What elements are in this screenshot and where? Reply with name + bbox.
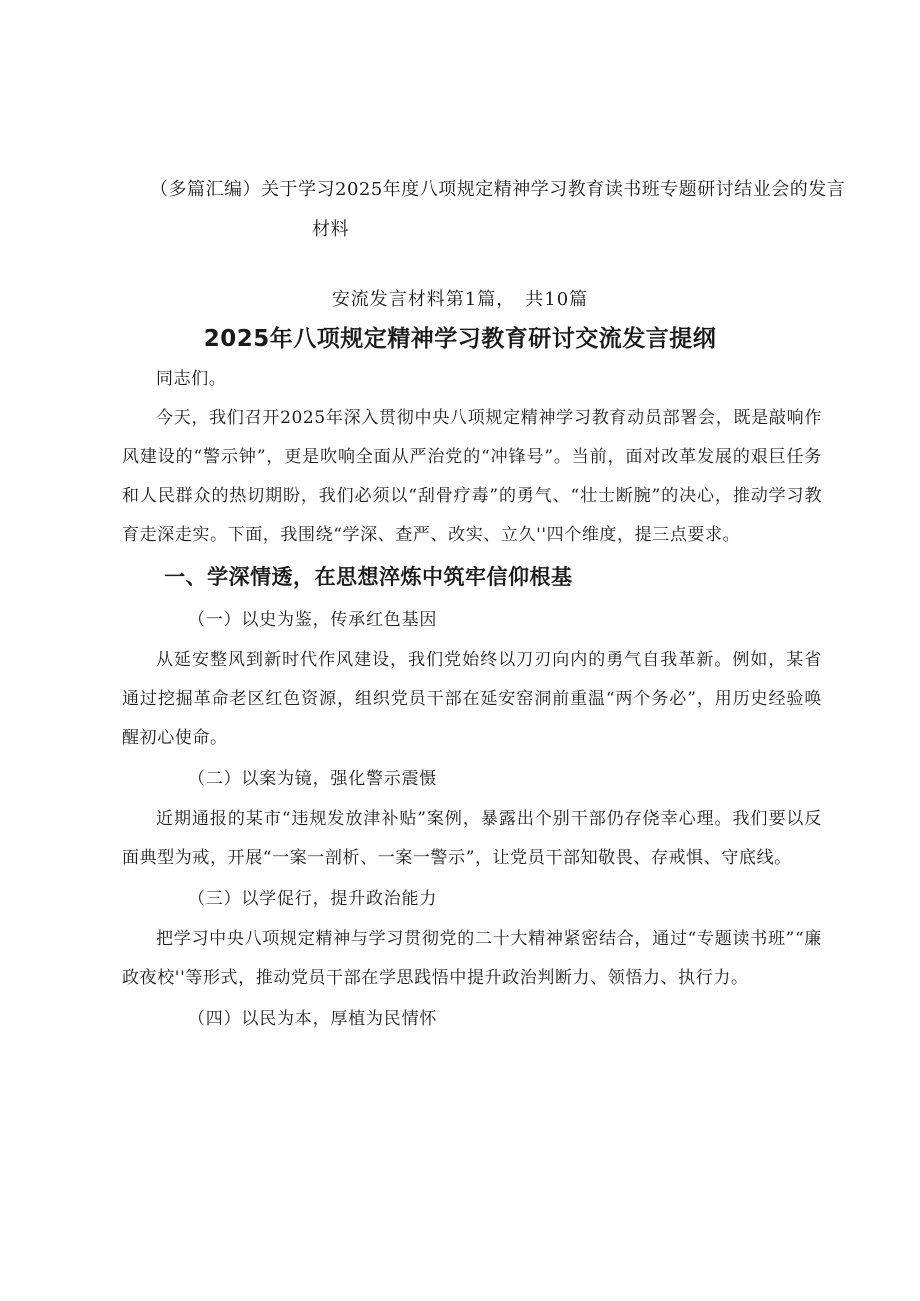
subsection-heading-4: （四）以民为本，厚植为民情怀 bbox=[188, 1009, 438, 1029]
part-label bbox=[0, 285, 920, 311]
intro-paragraph: 今天，我们召开2025年深入贯彻中央八项规定精神学习教育动员部署会，既是敲响作风建设的“警示钟”，更是吹响全面从严治党的“冲锋号”。当前，面对改革发展的艰巨任务和人民群众的热切期盼，我们必须以“刮骨疗毒”的勇气、“壮士断腕”的决心，推动学习教育走深走实。下面，我围绕“学深、查严、改实、立久''四个维度，提三点要求。 bbox=[122, 408, 822, 545]
part-number: 安流发言材料第1篇， bbox=[331, 289, 516, 310]
document-title-line-1: （多篇汇编）关于学习2025年度八项规定精神学习教育读书班专题研讨结业会的发言 bbox=[150, 179, 846, 200]
subsection-body-1: 从延安整风到新时代作风建设，我们党始终以刀刃向内的勇气自我革新。例如，某省通过挖掘革命老区红色资源，组织党员干部在延安窑洞前重温“两个务必”，用历史经验唤醒初心使命。 bbox=[122, 650, 822, 748]
document-title-line-2: 材料 bbox=[312, 219, 349, 240]
speech-body bbox=[122, 360, 822, 1040]
subsection-body-3: 把学习中央八项规定精神与学习贯彻党的二十大精神紧密结合，通过“专题读书班”“廉政夜校''等形式，推动党员干部在学思践悟中提升政治判断力、领悟力、执行力。 bbox=[122, 929, 822, 988]
subsection-heading-3: （三）以学促行，提升政治能力 bbox=[188, 889, 438, 909]
section-heading-1: 一、学深情透，在思想淬炼中筑牢信仰根基 bbox=[164, 565, 573, 589]
document-title bbox=[150, 170, 846, 250]
subsection-heading-1: （一）以史为鉴，传承红色基因 bbox=[188, 610, 438, 630]
speech-title: 2025年八项规定精神学习教育研讨交流发言提纲 bbox=[203, 326, 717, 352]
subsection-body-2: 近期通报的某市“违规发放津补贴”案例，暴露出个别干部仍存侥幸心理。我们要以反面典型为戒，开展“一案一剖析、一案一警示”，让党员干部知敬畏、存戒惧、守底线。 bbox=[122, 809, 822, 868]
greeting-paragraph: 同志们。 bbox=[156, 369, 227, 389]
part-count: 共10篇 bbox=[525, 289, 589, 310]
subsection-heading-2: （二）以案为镜，强化警示震慑 bbox=[188, 769, 438, 789]
